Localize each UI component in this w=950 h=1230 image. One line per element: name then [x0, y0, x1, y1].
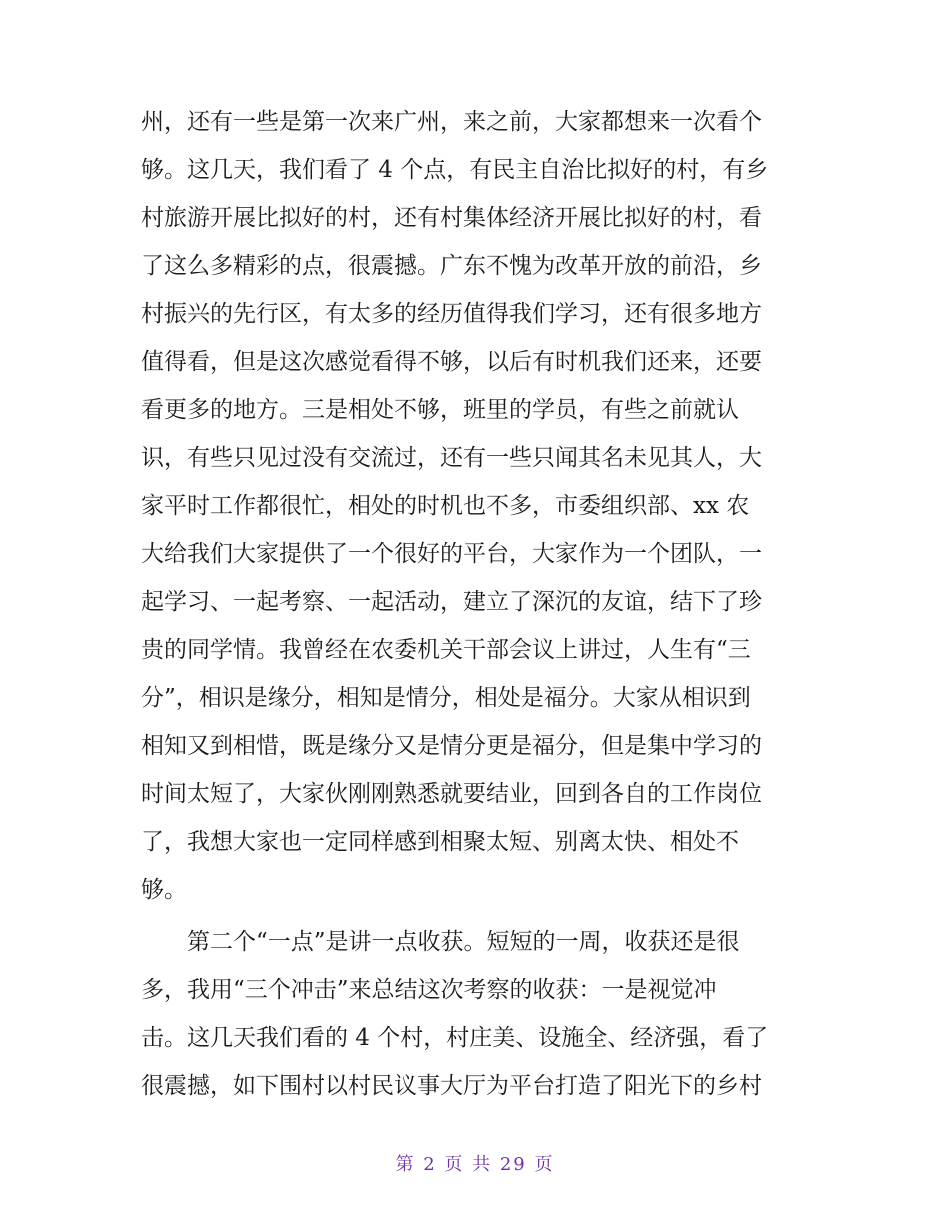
text-line: 够。这几天，我们看了 4 个点，有民主自治比拟好的村，有乡: [141, 157, 769, 183]
body-text: [141, 98, 817, 1110]
text-line: 值得看，但是这次感觉看得不够，以后有时机我们还来，还要: [141, 349, 762, 375]
text-line: 了这么多精彩的点，很震撼。广东不愧为改革开放的前沿，乡: [141, 253, 762, 279]
text-line: 击。这几天我们看的 4 个村，村庄美、设施全、经济强，看了: [141, 1025, 769, 1051]
text-line: 了，我想大家也一定同样感到相聚太短、别离太快、相处不: [141, 829, 739, 855]
text-line: 村旅游开展比拟好的村，还有村集体经济开展比拟好的村，看: [141, 205, 762, 231]
text-line: 起学习、一起考察、一起活动，建立了深沉的友谊，结下了珍: [141, 589, 762, 615]
text-line: 多，我用“三个冲击”来总结这次考察的收获：一是视觉冲: [141, 977, 717, 1003]
text-line: 相知又到相惜，既是缘分又是情分更是福分，但是集中学习的: [141, 733, 762, 759]
text-line: 州，还有一些是第一次来广州，来之前，大家都想来一次看个: [141, 109, 762, 135]
paragraph-start-line: 第二个“一点”是讲一点收获。短短的一周，收获还是很: [187, 929, 740, 955]
text-line: 大给我们大家提供了一个很好的平台，大家作为一个团队，一: [141, 541, 762, 567]
page-number-footer: 第 2 页 共 29 页: [395, 1154, 555, 1175]
text-line: 时间太短了，大家伙刚刚熟悉就要结业，回到各自的工作岗位: [141, 781, 762, 807]
text-line: 贵的同学情。我曾经在农委机关干部会议上讲过，人生有“三: [141, 637, 751, 663]
text-line: 很震撼，如下围村以村民议事大厅为平台打造了阳光下的乡村: [141, 1073, 762, 1099]
text-line: 看更多的地方。三是相处不够，班里的学员，有些之前就认: [141, 397, 739, 423]
text-line: 识，有些只见过没有交流过，还有一些只闻其名未见其人，大: [141, 445, 762, 471]
text-line: 家平时工作都很忙，相处的时机也不多，市委组织部、xx 农: [141, 493, 750, 519]
text-line: 村振兴的先行区，有太多的经历值得我们学习，还有很多地方: [141, 301, 762, 327]
text-line: 分”，相识是缘分，相知是情分，相处是福分。大家从相识到: [141, 685, 751, 711]
text-line: 够。: [141, 877, 187, 903]
